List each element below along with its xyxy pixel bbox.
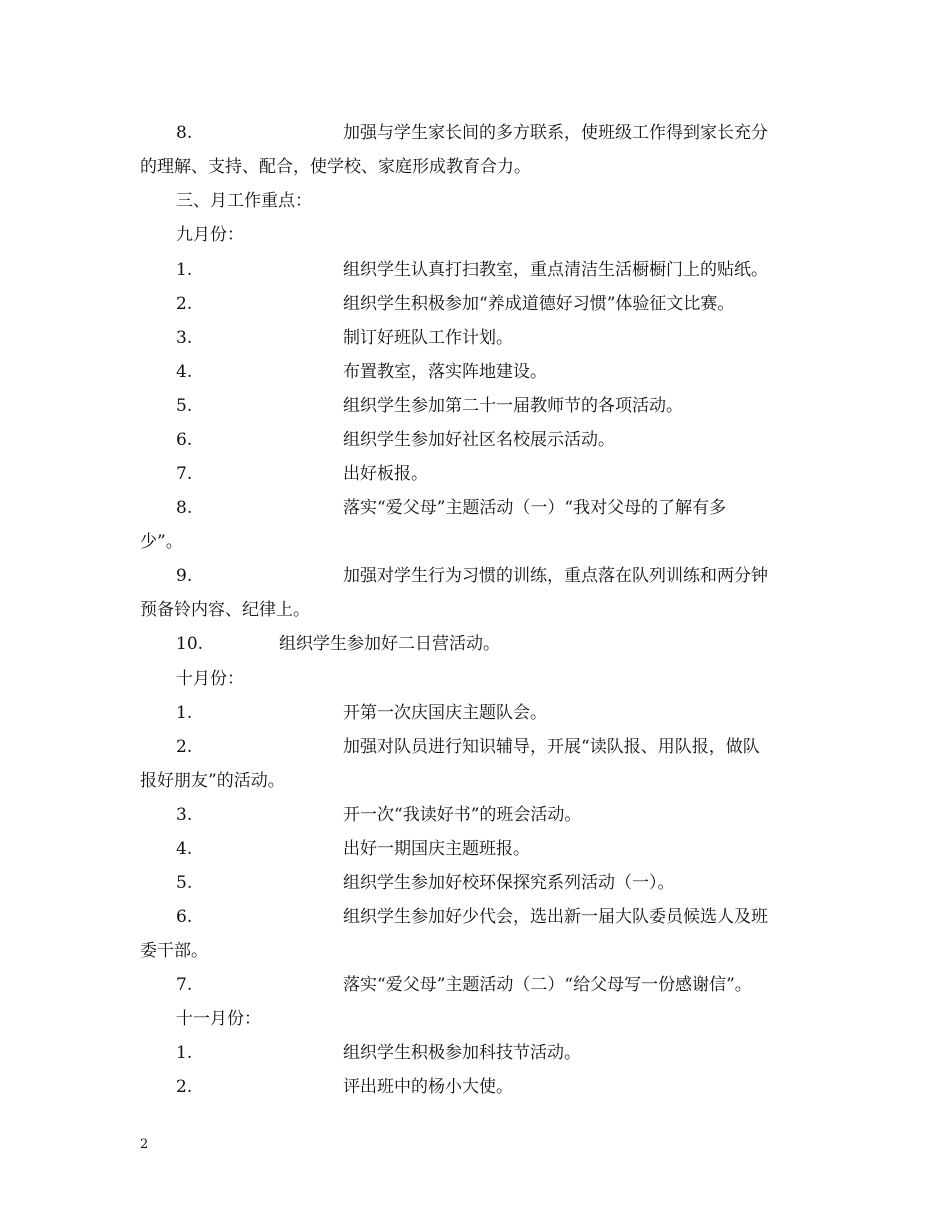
item-number: 8. [176,498,193,518]
item-text: 组织学生积极参加科技节活动。 [343,1043,581,1063]
continuation-line: 委干部。 [140,941,208,961]
section-heading: 九月份： [176,225,244,245]
item-text: 落实“爱父母”主题活动（一）“我对父母的了解有多 [343,498,727,518]
item-number: 6. [176,907,193,927]
section-heading: 十月份： [176,669,244,689]
item-text: 制订好班队工作计划。 [343,328,513,348]
item-text: 组织学生参加好二日营活动。 [279,634,500,654]
item-text: 布置教室，落实阵地建设。 [343,362,547,382]
item-number: 5. [176,396,193,416]
section-heading: 十一月份： [176,1009,261,1029]
continuation-line: 的理解、支持、配合，使学校、家庭形成教育合力。 [140,157,531,177]
item-text: 开第一次庆国庆主题队会。 [343,703,547,723]
item-number: 7. [176,464,193,484]
item-number: 3. [176,805,193,825]
item-number: 1. [176,703,193,723]
item-number: 4. [176,362,193,382]
item-number: 9. [176,566,193,586]
item-number: 1. [176,1043,193,1063]
item-text: 组织学生参加第二十一届教师节的各项活动。 [343,396,683,416]
section-heading: 三、月工作重点： [176,191,312,211]
item-number: 2. [176,1077,193,1097]
item-number: 8. [176,123,193,143]
item-number: 6. [176,430,193,450]
continuation-line: 预备铃内容、纪律上。 [140,600,310,620]
item-number: 2. [176,737,193,757]
page-number: 2 [140,1137,149,1152]
item-number: 7. [176,975,193,995]
item-text: 组织学生参加好少代会，选出新一届大队委员候选人及班 [343,907,768,927]
item-text: 组织学生参加好社区名校展示活动。 [343,430,615,450]
item-text: 出好一期国庆主题班报。 [343,839,530,859]
item-text: 开一次“我读好书”的班会活动。 [343,805,582,825]
item-number: 5. [176,873,193,893]
item-number: 3. [176,328,193,348]
item-text: 组织学生积极参加“养成道德好习惯”体验征文比赛。 [343,294,735,314]
item-text: 落实“爱父母”主题活动（二）“给父母写一份感谢信”。 [343,975,752,995]
item-number: 1. [176,260,193,280]
item-text: 组织学生认真打扫教室，重点清洁生活橱橱门上的贴纸。 [343,260,768,280]
item-text: 组织学生参加好校环保探究系列活动（一）。 [343,873,675,893]
continuation-line: 报好朋友”的活动。 [140,771,285,791]
item-number: 2. [176,294,193,314]
item-text: 加强对学生行为习惯的训练，重点落在队列训练和两分钟 [343,566,768,586]
item-text: 加强与学生家长间的多方联系，使班级工作得到家长充分 [343,123,768,143]
continuation-line: 少”。 [140,532,183,552]
item-text: 评出班中的杨小大使。 [343,1077,513,1097]
item-text: 出好板报。 [343,464,428,484]
item-number: 10. [176,634,204,654]
item-number: 4. [176,839,193,859]
item-text: 加强对队员进行知识辅导，开展“读队报、用队报，做队 [343,737,760,757]
